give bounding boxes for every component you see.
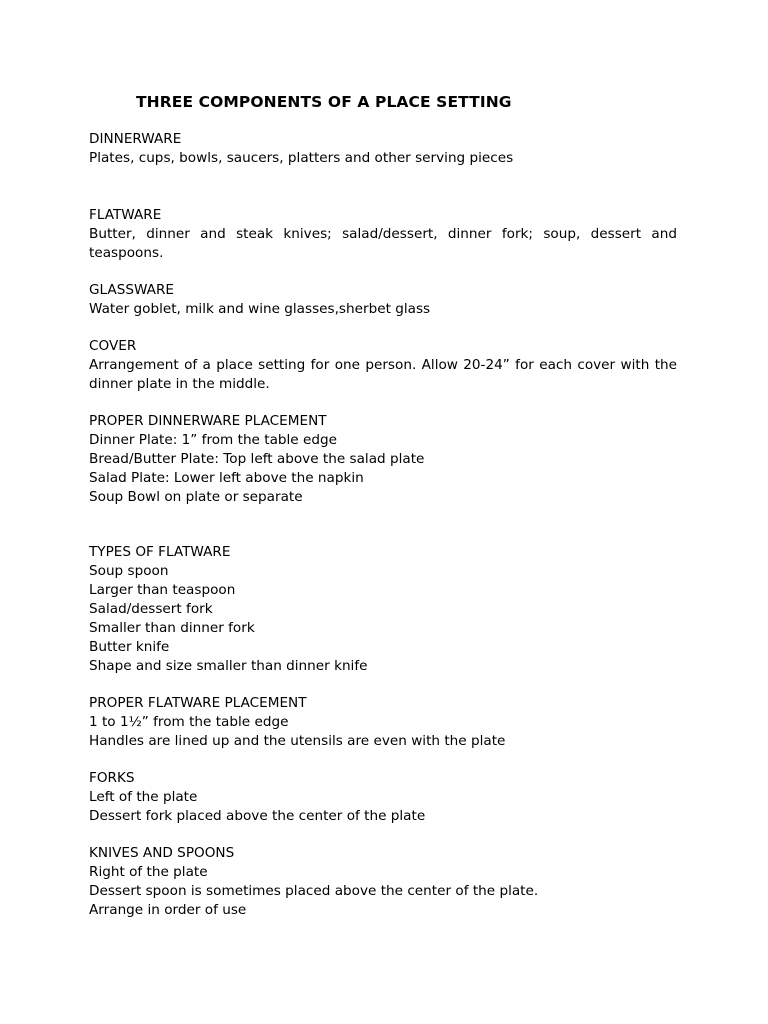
- section-heading: DINNERWARE: [89, 131, 182, 147]
- section-line: Bread/Butter Plate: Top left above the salad plate: [89, 451, 425, 467]
- section-line: Soup Bowl on plate or separate: [89, 489, 303, 505]
- document-body: [89, 130, 677, 920]
- section-flatware: [89, 206, 677, 263]
- section-glassware: [89, 281, 677, 319]
- section-line: Handles are lined up and the utensils are even with the plate: [89, 733, 506, 749]
- section-heading: TYPES OF FLATWARE: [89, 544, 231, 560]
- section-line: Smaller than dinner fork: [89, 620, 255, 636]
- section-line: Shape and size smaller than dinner knife: [89, 658, 368, 674]
- section-line: 1 to 1½” from the table edge: [89, 714, 289, 730]
- section-knives-and-spoons: [89, 844, 677, 920]
- section-heading: KNIVES AND SPOONS: [89, 845, 235, 861]
- section-dinnerware-placement: [89, 412, 677, 507]
- section-heading: COVER: [89, 338, 137, 354]
- section-forks: [89, 769, 677, 826]
- section-cover: [89, 337, 677, 394]
- section-line: Larger than teaspoon: [89, 582, 236, 598]
- section-line: Right of the plate: [89, 864, 208, 880]
- document-title: THREE COMPONENTS OF A PLACE SETTING: [136, 93, 512, 111]
- section-types-of-flatware: [89, 543, 677, 676]
- section-line: Salad Plate: Lower left above the napkin: [89, 470, 364, 486]
- section-heading: PROPER FLATWARE PLACEMENT: [89, 695, 307, 711]
- section-dinnerware: [89, 130, 677, 168]
- section-line: Salad/dessert fork: [89, 601, 213, 617]
- section-paragraph: Butter, dinner and steak knives; salad/dessert, dinner fork; soup, dessert and teaspoons.: [89, 226, 677, 261]
- section-line: Left of the plate: [89, 789, 198, 805]
- section-line: Water goblet, milk and wine glasses,sherbet glass: [89, 301, 431, 317]
- section-line: Dessert spoon is sometimes placed above the center of the plate.: [89, 883, 539, 899]
- section-heading: PROPER DINNERWARE PLACEMENT: [89, 413, 327, 429]
- section-line: Arrange in order of use: [89, 902, 247, 918]
- section-line: Dinner Plate: 1” from the table edge: [89, 432, 337, 448]
- section-line: Butter knife: [89, 639, 170, 655]
- section-heading: GLASSWARE: [89, 282, 175, 298]
- section-line: Dessert fork placed above the center of the plate: [89, 808, 426, 824]
- section-heading: FORKS: [89, 770, 135, 786]
- section-paragraph: Arrangement of a place setting for one person. Allow 20-24” for each cover with the dinner plate in the middle.: [89, 357, 677, 392]
- section-flatware-placement: [89, 694, 677, 751]
- section-line: Plates, cups, bowls, saucers, platters and other serving pieces: [89, 150, 514, 166]
- section-line: Soup spoon: [89, 563, 169, 579]
- section-heading: FLATWARE: [89, 207, 162, 223]
